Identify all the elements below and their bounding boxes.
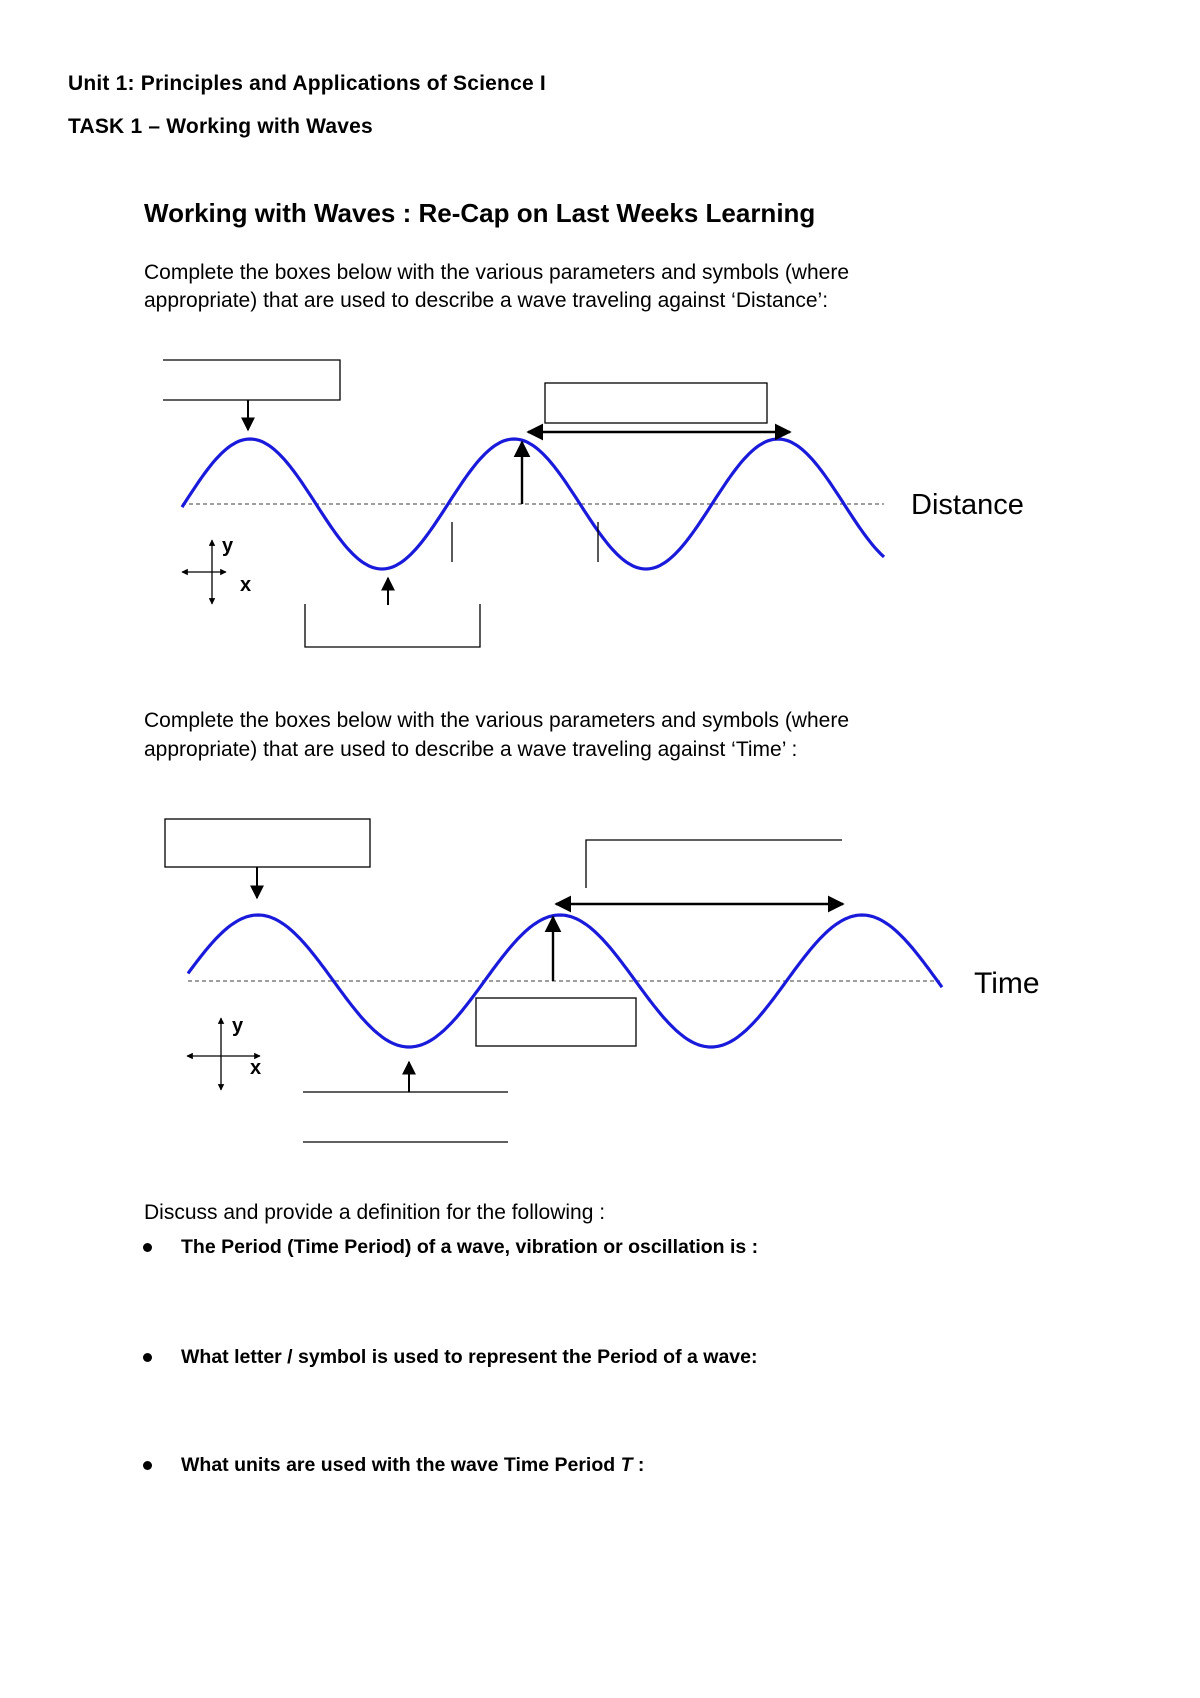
section-title: Working with Waves : Re-Cap on Last Weeks Learning bbox=[144, 198, 816, 228]
time-axis-label: Time bbox=[974, 967, 1040, 1000]
task-title: TASK 1 – Working with Waves bbox=[68, 115, 373, 138]
period-symbol-t: T bbox=[620, 1454, 633, 1476]
bullet-3 bbox=[143, 1461, 152, 1470]
discussion-intro: Discuss and provide a definition for the following : bbox=[144, 1201, 606, 1224]
period-answer-box[interactable] bbox=[586, 840, 842, 888]
bullet-2 bbox=[143, 1353, 152, 1362]
question-period-definition: The Period (Time Period) of a wave, vibration or oscillation is : bbox=[181, 1236, 759, 1258]
y-axis-label: y bbox=[222, 535, 234, 557]
x-axis-label: x bbox=[240, 574, 252, 596]
bullet-1 bbox=[143, 1243, 152, 1252]
time-diagram-group bbox=[165, 819, 1040, 1142]
unit-title: Unit 1: Principles and Applications of Science I bbox=[68, 72, 546, 95]
crest-answer-box[interactable] bbox=[163, 360, 340, 400]
question-period-symbol: What letter / symbol is used to represent the Period of a wave: bbox=[181, 1346, 758, 1368]
crest-answer-box-time[interactable] bbox=[165, 819, 370, 867]
distance-instruction-line1: Complete the boxes below with the various parameters and symbols (where bbox=[144, 261, 850, 284]
trough-answer-box[interactable] bbox=[305, 604, 480, 647]
question-period-units-prefix: What units are used with the wave Time Period bbox=[181, 1454, 621, 1476]
time-instruction-line2: appropriate) that are used to describe a wave traveling against ‘Time’ : bbox=[144, 738, 798, 761]
distance-instruction-line2: appropriate) that are used to describe a wave traveling against ‘Distance’: bbox=[144, 289, 829, 312]
distance-axis-label: Distance bbox=[911, 489, 1024, 521]
amplitude-answer-box-time[interactable] bbox=[476, 998, 636, 1046]
distance-diagram-group bbox=[163, 360, 1024, 647]
wavelength-answer-box[interactable] bbox=[545, 383, 767, 423]
question-period-units-suffix: : bbox=[632, 1454, 645, 1476]
time-instruction-line1: Complete the boxes below with the various parameters and symbols (where bbox=[144, 709, 850, 732]
question-period-units bbox=[181, 1454, 644, 1477]
x-axis-label-time: x bbox=[250, 1057, 262, 1079]
y-axis-label-time: y bbox=[232, 1015, 244, 1037]
